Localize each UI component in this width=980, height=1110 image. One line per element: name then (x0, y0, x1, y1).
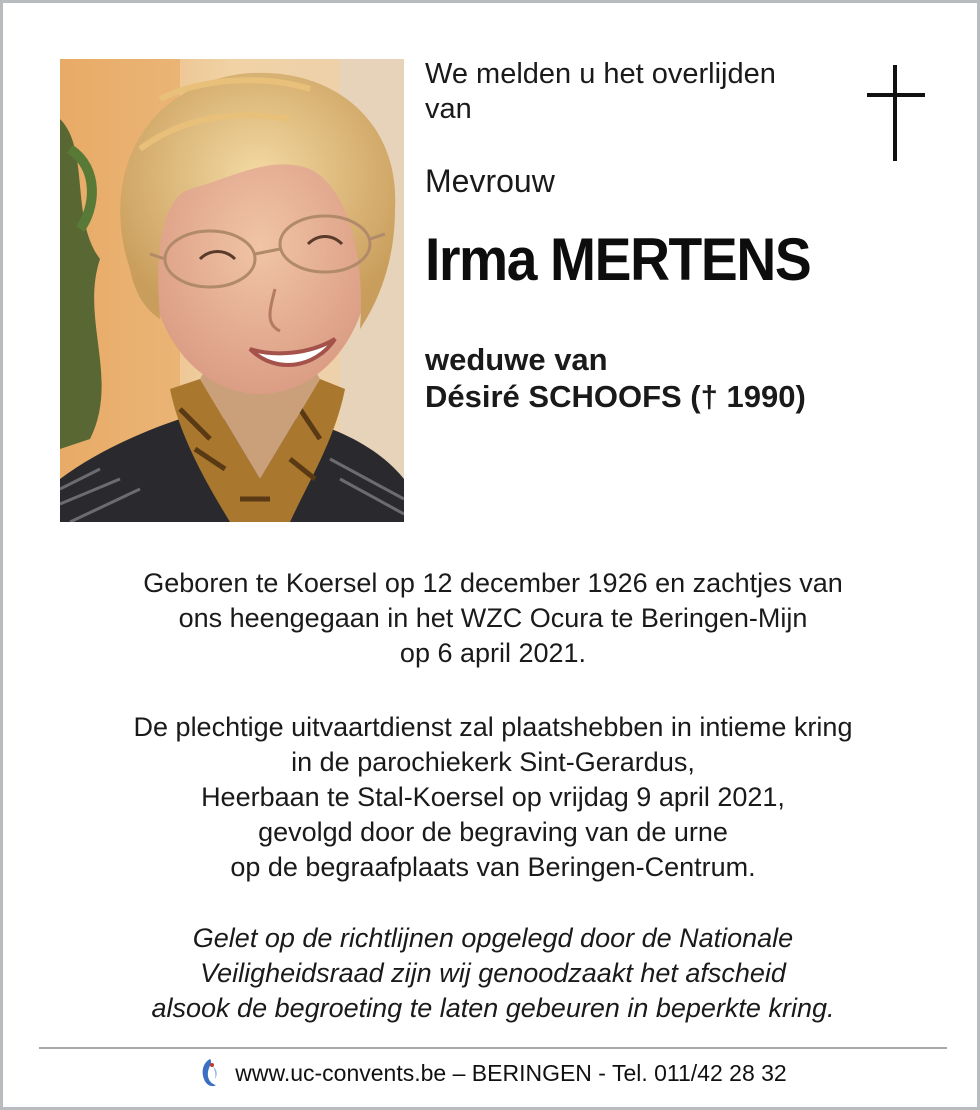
funeral-line: in de parochiekerk Sint-Gerardus, (291, 747, 695, 777)
funeral-line: gevolgd door de begraving van de urne (258, 817, 728, 847)
intro-text (425, 57, 776, 127)
honorific-title: Mevrouw (425, 163, 555, 199)
footer-divider (39, 1047, 947, 1049)
birth-line: Geboren te Koersel op 12 december 1926 en zachtjes van (143, 568, 843, 598)
portrait-photo (60, 59, 404, 522)
birth-line: ons heengegaan in het WZC Ocura te Beringen-Mijn (178, 603, 808, 633)
intro-line-1: We melden u het overlijden (425, 58, 776, 90)
intro-line-2: van (425, 93, 472, 125)
footer (3, 1057, 980, 1089)
funeral-line: De plechtige uitvaartdienst zal plaatshebben in intieme kring (133, 712, 853, 742)
funeral-line: Heerbaan te Stal-Koersel op vrijdag 9 april 2021, (201, 782, 785, 812)
cross-icon (867, 65, 925, 161)
notice-line: alsook de begroeting te laten gebeuren in beperkte kring. (151, 993, 835, 1023)
notice-line: Veiligheidsraad zijn wij genoodzaakt het afscheid (200, 958, 786, 988)
footer-contact: www.uc-convents.be – BERINGEN - Tel. 011/42 28 32 (235, 1059, 787, 1086)
notice-paragraph (3, 921, 980, 1026)
spouse-info (425, 341, 806, 415)
spouse-line-1: weduwe van (425, 342, 608, 377)
funeral-paragraph (3, 710, 980, 885)
deceased-name: Irma MERTENS (425, 226, 811, 293)
funeral-home-logo-icon (199, 1057, 221, 1089)
notice-line: Gelet op de richtlijnen opgelegd door de Nationale (192, 923, 794, 953)
birth-paragraph (3, 566, 980, 671)
birth-line: op 6 april 2021. (399, 638, 587, 668)
spouse-line-2: Désiré SCHOOFS († 1990) (425, 379, 806, 414)
funeral-line: op de begraafplaats van Beringen-Centrum. (230, 852, 756, 882)
portrait-image (60, 59, 404, 522)
